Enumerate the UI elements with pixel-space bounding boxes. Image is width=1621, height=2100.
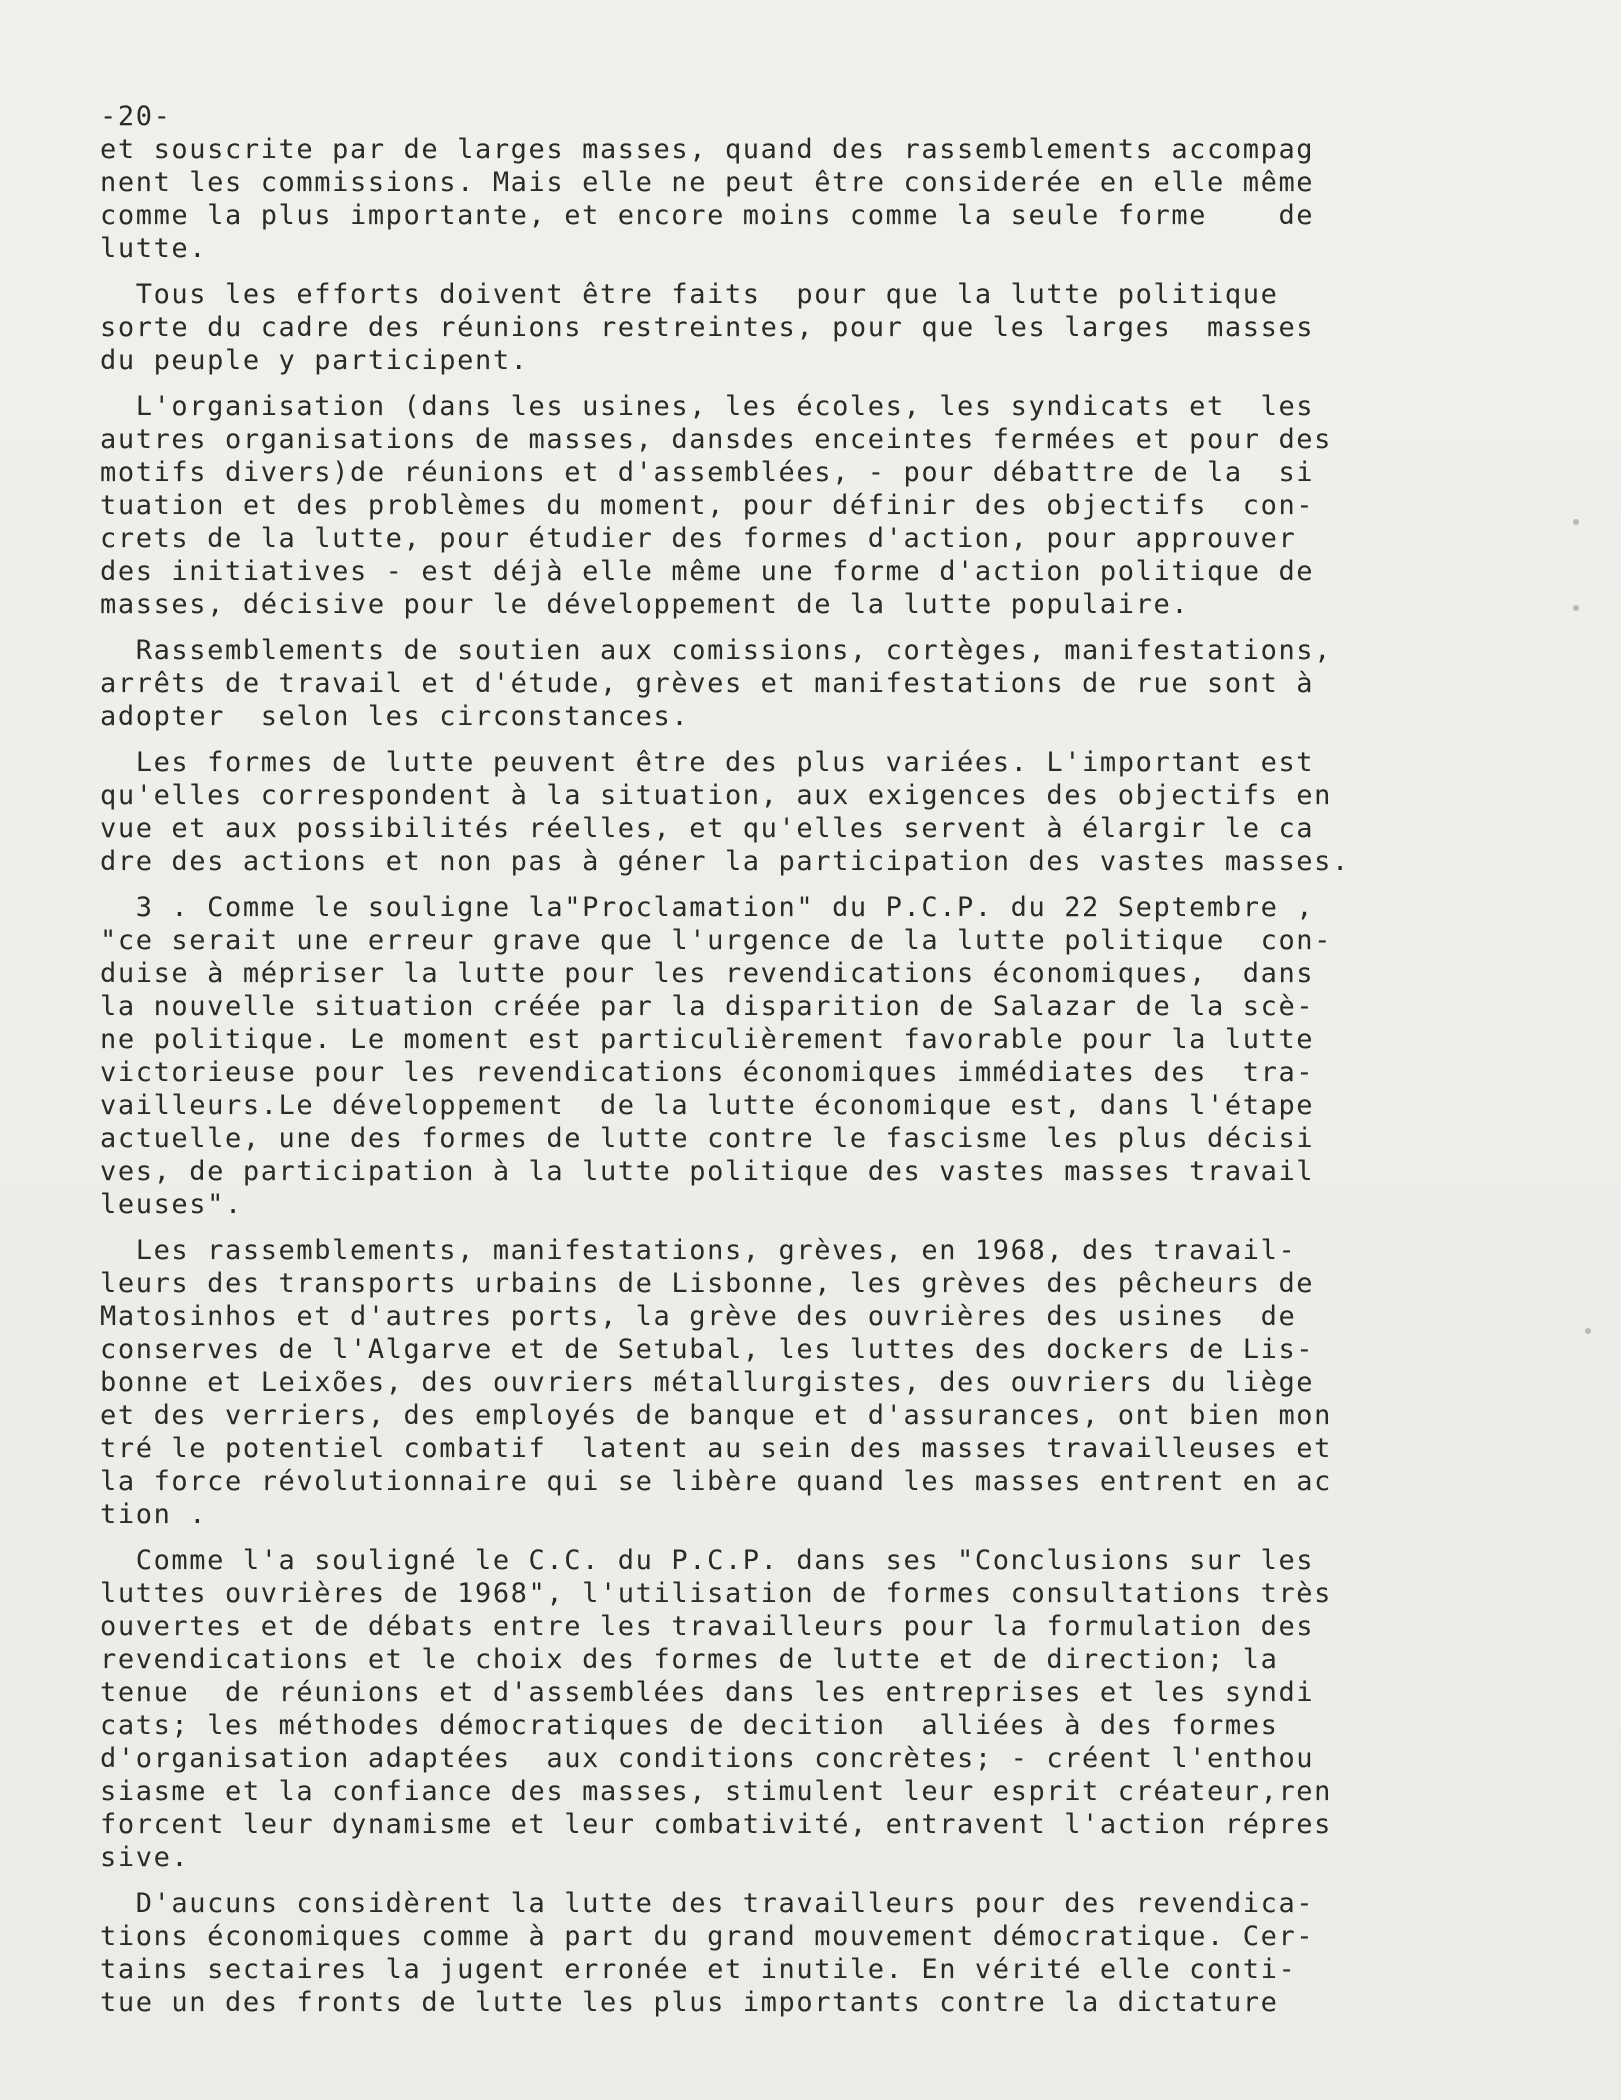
text-line: Comme l'a souligné le C.C. du P.C.P. dans ses "Conclusions sur les	[100, 1545, 1315, 1576]
paragraph	[100, 746, 1540, 878]
paragraph	[100, 278, 1540, 377]
text-line: vue et aux possibilités réelles, et qu'elles servent à élargir le ca	[100, 813, 1315, 844]
text-line: leuses".	[100, 1189, 243, 1220]
text-line: conserves de l'Algarve et de Setubal, les luttes des dockers de Lis-	[100, 1334, 1315, 1365]
text-line: sive.	[100, 1842, 190, 1873]
typed-text-body	[100, 100, 1540, 2032]
text-line: siasme et la confiance des masses, stimulent leur esprit créateur,ren	[100, 1776, 1333, 1807]
text-line: bonne et Leixões, des ouvriers métallurgistes, des ouvriers du liège	[100, 1367, 1315, 1398]
text-line: masses, décisive pour le développement de la lutte populaire.	[100, 589, 1190, 620]
text-line: vailleurs.Le développement de la lutte économique est, dans l'étape	[100, 1090, 1315, 1121]
text-line: adopter selon les circonstances.	[100, 701, 690, 732]
text-line: L'organisation (dans les usines, les écoles, les syndicats et les	[100, 391, 1315, 422]
text-line: sorte du cadre des réunions restreintes, pour que les larges masses	[100, 312, 1315, 343]
text-line: 3 . Comme le souligne la"Proclamation" du P.C.P. du 22 Septembre ,	[100, 892, 1315, 923]
page-number: -20-	[100, 101, 172, 132]
text-line: Les formes de lutte peuvent être des plus variées. L'important est	[100, 747, 1315, 778]
text-line: ves, de participation à la lutte politique des vastes masses travail	[100, 1156, 1315, 1187]
paragraph	[100, 634, 1540, 733]
text-line: tains sectaires la jugent erronée et inutile. En vérité elle conti-	[100, 1954, 1297, 1985]
text-line: ouvertes et de débats entre les travailleurs pour la formulation des	[100, 1611, 1315, 1642]
text-line: des initiatives - est déjà elle même une forme d'action politique de	[100, 556, 1315, 587]
text-line: tue un des fronts de lutte les plus importants contre la dictature	[100, 1987, 1279, 2018]
text-line: Rassemblements de soutien aux comissions, cortèges, manifestations,	[100, 635, 1333, 666]
text-line: luttes ouvrières de 1968", l'utilisation de formes consultations très	[100, 1578, 1333, 1609]
text-line: leurs des transports urbains de Lisbonne, les grèves des pêcheurs de	[100, 1268, 1315, 1299]
text-line: revendications et le choix des formes de lutte et de direction; la	[100, 1644, 1279, 1675]
paragraphs	[100, 133, 1540, 2019]
text-line: Matosinhos et d'autres ports, la grève des ouvrières des usines de	[100, 1301, 1297, 1332]
text-line: nent les commissions. Mais elle ne peut être considerée en elle même	[100, 167, 1315, 198]
text-line: la nouvelle situation créée par la disparition de Salazar de la scè-	[100, 991, 1315, 1022]
paragraph	[100, 1887, 1540, 2019]
paragraph	[100, 133, 1540, 265]
text-line: victorieuse pour les revendications économiques immédiates des tra-	[100, 1057, 1315, 1088]
text-line: d'organisation adaptées aux conditions concrètes; - créent l'enthou	[100, 1743, 1315, 1774]
text-line: du peuple y participent.	[100, 345, 529, 376]
text-line: motifs divers)de réunions et d'assemblées, - pour débattre de la si	[100, 457, 1315, 488]
paragraph	[100, 1234, 1540, 1531]
text-line: ne politique. Le moment est particulièrement favorable pour la lutte	[100, 1024, 1315, 1055]
text-line: et souscrite par de larges masses, quand des rassemblements accompag	[100, 134, 1315, 165]
text-line: duise à mépriser la lutte pour les revendications économiques, dans	[100, 958, 1315, 989]
paragraph	[100, 1544, 1540, 1874]
text-line: "ce serait une erreur grave que l'urgence de la lutte politique con-	[100, 925, 1333, 956]
text-line: actuelle, une des formes de lutte contre le fascisme les plus décisi	[100, 1123, 1315, 1154]
margin-speck	[1573, 605, 1579, 611]
text-line: forcent leur dynamisme et leur combativité, entravent l'action répres	[100, 1809, 1333, 1840]
text-line: tré le potentiel combatif latent au sein des masses travailleuses et	[100, 1433, 1333, 1464]
paragraph	[100, 390, 1540, 621]
margin-speck	[1585, 1328, 1591, 1334]
text-line: crets de la lutte, pour étudier des formes d'action, pour approuver	[100, 523, 1297, 554]
text-line: la force révolutionnaire qui se libère quand les masses entrent en ac	[100, 1466, 1333, 1497]
text-line: tuation et des problèmes du moment, pour définir des objectifs con-	[100, 490, 1315, 521]
text-line: cats; les méthodes démocratiques de decition alliées à des formes	[100, 1710, 1279, 1741]
text-line: D'aucuns considèrent la lutte des travailleurs pour des revendica-	[100, 1888, 1315, 1919]
text-line: et des verriers, des employés de banque et d'assurances, ont bien mon	[100, 1400, 1333, 1431]
text-line: Les rassemblements, manifestations, grèves, en 1968, des travail-	[100, 1235, 1297, 1266]
text-line: qu'elles correspondent à la situation, aux exigences des objectifs en	[100, 780, 1333, 811]
margin-speck	[1573, 519, 1579, 525]
text-line: comme la plus importante, et encore moins comme la seule forme de	[100, 200, 1315, 231]
text-line: lutte.	[100, 233, 208, 264]
text-line: tions économiques comme à part du grand mouvement démocratique. Cer-	[100, 1921, 1315, 1952]
text-line: autres organisations de masses, dansdes enceintes fermées et pour des	[100, 424, 1333, 455]
text-line: dre des actions et non pas à géner la participation des vastes masses.	[100, 846, 1350, 877]
text-line: Tous les efforts doivent être faits pour que la lutte politique	[100, 279, 1279, 310]
text-line: tion .	[100, 1499, 208, 1530]
text-line: arrêts de travail et d'étude, grèves et manifestations de rue sont à	[100, 668, 1315, 699]
paragraph	[100, 891, 1540, 1221]
text-line: tenue de réunions et d'assemblées dans les entreprises et les syndi	[100, 1677, 1315, 1708]
